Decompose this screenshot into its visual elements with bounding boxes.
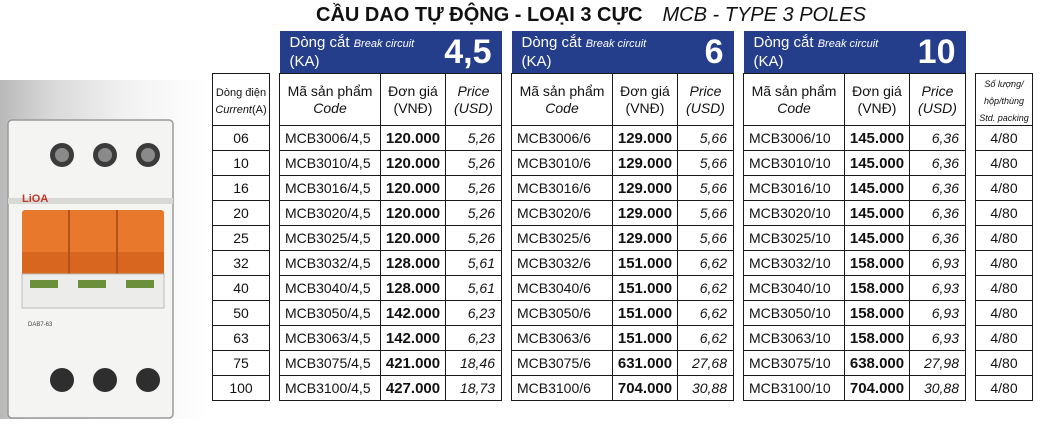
price-usd-cell: 6,36 [910,176,966,201]
price-usd-cell: 6,93 [910,251,966,276]
price-usd-cell: 18,46 [446,351,502,376]
price-usd-cell: 27,68 [678,351,734,376]
price-vnd-cell: 638.000 [845,351,910,376]
code-cell: MCB3032/6 [512,251,613,276]
current-cell: 100 [213,376,270,401]
price-usd-cell: 5,66 [678,201,734,226]
current-cell: 10 [213,151,270,176]
price-usd-cell: 6,36 [910,226,966,251]
price-usd-cell: 6,36 [910,126,966,151]
price-vnd-cell: 129.000 [613,226,678,251]
code-cell: MCB3075/6 [512,351,613,376]
table-row [213,176,1033,201]
code-cell: MCB3006/4,5 [280,126,381,151]
price-vnd-cell: 120.000 [381,226,446,251]
price-vnd-cell: 158.000 [845,251,910,276]
code-cell: MCB3050/10 [744,301,845,326]
code-cell: MCB3025/4,5 [280,226,381,251]
price-usd-cell: 5,66 [678,226,734,251]
price-usd-cell: 6,36 [910,201,966,226]
price-vnd-cell: 129.000 [613,201,678,226]
price-vnd-cell: 158.000 [845,301,910,326]
current-cell: 16 [213,176,270,201]
price-usd-cell: 30,88 [678,376,734,401]
price-usd-cell: 5,66 [678,176,734,201]
code-cell: MCB3063/4,5 [280,326,381,351]
code-cell: MCB3006/10 [744,126,845,151]
code-cell: MCB3016/6 [512,176,613,201]
table-row [213,151,1033,176]
header-code: Mã sản phẩm Code [744,74,845,126]
code-cell: MCB3025/6 [512,226,613,251]
product-image [0,80,208,419]
price-vnd-cell: 704.000 [613,376,678,401]
current-cell: 75 [213,351,270,376]
packing-cell: 4/80 [976,251,1033,276]
price-usd-cell: 5,26 [446,201,502,226]
price-usd-cell: 6,62 [678,326,734,351]
table-row [213,226,1033,251]
current-cell: 25 [213,226,270,251]
price-usd-cell: 6,23 [446,326,502,351]
price-usd-cell: 6,93 [910,301,966,326]
code-cell: MCB3063/10 [744,326,845,351]
column-header-row [213,74,1033,126]
price-vnd-cell: 129.000 [613,151,678,176]
price-vnd-cell: 151.000 [613,276,678,301]
band-value: 10 [917,33,956,71]
price-vnd-cell: 142.000 [381,326,446,351]
code-cell: MCB3032/10 [744,251,845,276]
price-usd-cell: 6,36 [910,151,966,176]
packing-cell: 4/80 [976,226,1033,251]
current-cell: 32 [213,251,270,276]
current-cell: 63 [213,326,270,351]
packing-cell: 4/80 [976,201,1033,226]
price-usd-cell: 30,88 [910,376,966,401]
table-row [213,126,1033,151]
code-cell: MCB3020/4,5 [280,201,381,226]
code-cell: MCB3016/4,5 [280,176,381,201]
price-usd-cell: 5,26 [446,151,502,176]
price-rows [213,126,1033,401]
code-cell: MCB3063/6 [512,326,613,351]
brand-logo: LiOA [22,193,49,205]
price-vnd-cell: 151.000 [613,301,678,326]
price-usd-cell: 6,93 [910,276,966,301]
code-cell: MCB3050/6 [512,301,613,326]
title-en: MCB - TYPE 3 POLES [662,4,866,26]
code-cell: MCB3075/10 [744,351,845,376]
price-vnd-cell: 145.000 [845,126,910,151]
code-cell: MCB3010/6 [512,151,613,176]
price-vnd-cell: 145.000 [845,201,910,226]
table-row [213,326,1033,351]
price-vnd-cell: 421.000 [381,351,446,376]
code-cell: MCB3010/10 [744,151,845,176]
band-10: Dòng cắt Break circuit (KA) 10 [744,31,966,74]
price-usd-cell: 18,73 [446,376,502,401]
header-vnd: Đơn giá (VNĐ) [613,74,678,126]
header-usd: Price (USD) [446,74,502,126]
price-vnd-cell: 151.000 [613,326,678,351]
price-vnd-cell: 120.000 [381,176,446,201]
table-row [213,301,1033,326]
price-vnd-cell: 158.000 [845,276,910,301]
price-usd-cell: 5,66 [678,126,734,151]
packing-cell: 4/80 [976,151,1033,176]
code-cell: MCB3010/4,5 [280,151,381,176]
packing-cell: 4/80 [976,276,1033,301]
price-usd-cell: 6,62 [678,301,734,326]
model-label: DAB7-63 [28,322,53,328]
price-usd-cell: 5,66 [678,151,734,176]
header-vnd: Đơn giá (VNĐ) [845,74,910,126]
packing-cell: 4/80 [976,326,1033,351]
packing-cell: 4/80 [976,376,1033,401]
price-usd-cell: 5,26 [446,226,502,251]
code-cell: MCB3040/10 [744,276,845,301]
code-cell: MCB3040/4,5 [280,276,381,301]
price-vnd-cell: 120.000 [381,151,446,176]
price-usd-cell: 5,26 [446,126,502,151]
price-vnd-cell: 129.000 [613,176,678,201]
code-cell: MCB3050/4,5 [280,301,381,326]
packing-cell: 4/80 [976,301,1033,326]
current-cell: 20 [213,201,270,226]
band-4-5: Dòng cắt Break circuit (KA) 4,5 [280,31,502,74]
current-cell: 50 [213,301,270,326]
title-vi: CẦU DAO TỰ ĐỘNG - LOẠI 3 CỰC [316,4,643,26]
price-vnd-cell: 120.000 [381,201,446,226]
code-cell: MCB3032/4,5 [280,251,381,276]
current-cell: 40 [213,276,270,301]
table-row [213,376,1033,401]
price-vnd-cell: 704.000 [845,376,910,401]
code-cell: MCB3100/6 [512,376,613,401]
header-code: Mã sản phẩm Code [512,74,613,126]
header-usd: Price (USD) [910,74,966,126]
price-usd-cell: 5,26 [446,176,502,201]
price-vnd-cell: 151.000 [613,251,678,276]
table-row [213,201,1033,226]
code-cell: MCB3025/10 [744,226,845,251]
price-vnd-cell: 145.000 [845,226,910,251]
code-cell: MCB3100/10 [744,376,845,401]
price-vnd-cell: 128.000 [381,276,446,301]
code-cell: MCB3020/10 [744,201,845,226]
break-circuit-row [213,31,1033,74]
header-usd: Price (USD) [678,74,734,126]
price-usd-cell: 6,62 [678,251,734,276]
table-row [213,251,1033,276]
price-usd-cell: 27,98 [910,351,966,376]
current-cell: 06 [213,126,270,151]
code-cell: MCB3075/4,5 [280,351,381,376]
price-vnd-cell: 128.000 [381,251,446,276]
packing-cell: 4/80 [976,126,1033,151]
price-vnd-cell: 427.000 [381,376,446,401]
packing-cell: 4/80 [976,176,1033,201]
header-vnd: Đơn giá (VNĐ) [381,74,446,126]
price-table [212,31,1033,401]
header-code: Mã sản phẩm Code [280,74,381,126]
price-usd-cell: 6,93 [910,326,966,351]
code-cell: MCB3100/4,5 [280,376,381,401]
packing-cell: 4/80 [976,351,1033,376]
price-vnd-cell: 129.000 [613,126,678,151]
price-vnd-cell: 142.000 [381,301,446,326]
code-cell: MCB3020/6 [512,201,613,226]
price-vnd-cell: 631.000 [613,351,678,376]
price-vnd-cell: 120.000 [381,126,446,151]
band-value: 6 [704,33,724,71]
table-row [213,351,1033,376]
price-vnd-cell: 158.000 [845,326,910,351]
header-packing: Số lượng/ hộp/thùng Std. packing [976,74,1033,126]
code-cell: MCB3016/10 [744,176,845,201]
header-current: Dòng điện Current(A) [213,74,270,126]
band-6: Dòng cắt Break circuit (KA) 6 [512,31,734,74]
price-vnd-cell: 145.000 [845,176,910,201]
price-vnd-cell: 145.000 [845,151,910,176]
price-usd-cell: 5,61 [446,251,502,276]
table-row [213,276,1033,301]
price-usd-cell: 6,62 [678,276,734,301]
mcb-breaker-icon [0,80,208,419]
price-usd-cell: 5,61 [446,276,502,301]
code-cell: MCB3040/6 [512,276,613,301]
price-usd-cell: 6,23 [446,301,502,326]
page-title [316,4,866,30]
code-cell: MCB3006/6 [512,126,613,151]
band-value: 4,5 [444,33,492,71]
